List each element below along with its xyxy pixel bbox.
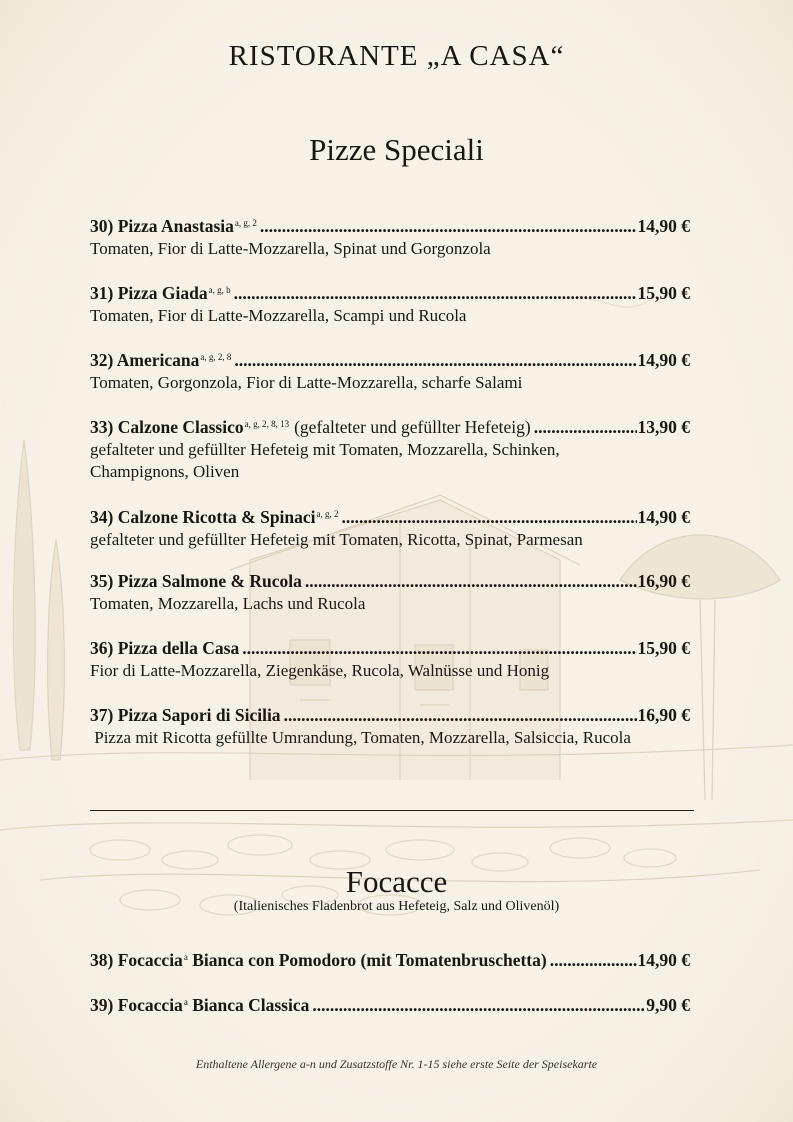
item-name: 34) Calzone Ricotta & Spinaci$^{a, g, 2}$ xyxy=(90,507,339,527)
allergen-codes: a xyxy=(183,952,188,962)
dot-leader xyxy=(534,416,637,438)
item-name: 31) Pizza Giada$^{a, g, b}$ xyxy=(90,283,231,303)
allergen-codes: a, g, 2, 8 xyxy=(200,352,232,362)
item-name: 32) Americana$^{a, g, 2, 8}$ xyxy=(90,350,232,370)
item-price: 16,90 € xyxy=(637,705,690,725)
dot-leader xyxy=(305,570,637,592)
item-price: 15,90 € xyxy=(637,638,690,658)
item-name: 33) Calzone Classico$^{a, g, 2, 8, 13}$ xyxy=(90,417,290,437)
item-price: 13,90 € xyxy=(637,417,690,437)
item-name: 37) Pizza Sapori di Sicilia xyxy=(90,705,281,725)
menu-item xyxy=(90,704,690,749)
dot-leader xyxy=(550,949,637,971)
item-description: Tomaten, Gorgonzola, Fior di Latte-Mozzarella, scharfe Salami xyxy=(90,373,523,392)
dot-leader xyxy=(260,215,637,237)
item-description: Fior di Latte-Mozzarella, Ziegenkäse, Rucola, Walnüsse und Honig xyxy=(90,661,550,680)
item-description: Tomaten, Mozzarella, Lachs und Rucola xyxy=(90,594,366,613)
item-name: 30) Pizza Anastasia$^{a, g, 2}$ xyxy=(90,216,257,236)
item-description: Tomaten, Fior di Latte-Mozzarella, Spinat und Gorgonzola xyxy=(90,239,491,258)
item-name: 35) Pizza Salmone & Rucola xyxy=(90,571,302,591)
item-name: 39) Focaccia$^a$ Bianca Classica xyxy=(90,995,310,1015)
dot-leader xyxy=(234,349,636,371)
section-title-focacce: Focacce xyxy=(345,864,448,899)
menu-item xyxy=(90,637,690,682)
item-description: Tomaten, Fior di Latte-Mozzarella, Scampi und Rucola xyxy=(90,306,467,325)
menu-item xyxy=(90,503,690,551)
item-note: (gefalteter und gefüllter Hefeteig) xyxy=(294,417,531,437)
dot-leader xyxy=(234,282,637,304)
item-price: 14,90 € xyxy=(637,216,690,236)
allergen-codes: a, g, b xyxy=(208,285,231,295)
dot-leader xyxy=(242,637,636,659)
item-name: 38) Focaccia$^a$ Bianca con Pomodoro (mit Tomatenbruschetta) xyxy=(90,950,547,970)
item-price: 9,90 € xyxy=(646,995,690,1015)
item-price: 14,90 € xyxy=(637,507,690,527)
item-price: 15,90 € xyxy=(637,283,690,303)
allergen-footer-note: Enthaltene Allergene a-n und Zusatzstoffe Nr. 1-15 siehe erste Seite der Speisekarte xyxy=(195,1057,598,1071)
restaurant-title: RISTORANTE „A CASA“ xyxy=(228,40,565,72)
item-price: 16,90 € xyxy=(637,571,690,591)
menu-item xyxy=(90,346,690,394)
item-price: 14,90 € xyxy=(637,950,690,970)
menu-item xyxy=(90,946,690,971)
dot-leader xyxy=(312,994,645,1016)
menu-item xyxy=(90,413,690,483)
section-divider xyxy=(90,810,694,811)
item-price: 14,90 € xyxy=(637,350,690,370)
item-description: gefalteter und gefüllter Hefeteig mit Tomaten, Ricotta, Spinat, Parmesan xyxy=(90,530,583,549)
allergen-codes: a, g, 2, 8, 13 xyxy=(244,419,290,429)
menu-item xyxy=(90,991,690,1016)
allergen-codes: a, g, 2 xyxy=(316,509,339,519)
dot-leader xyxy=(284,704,637,726)
allergen-codes: a xyxy=(183,997,188,1007)
section-title-pizze: Pizze Speciali xyxy=(309,132,484,167)
menu-item xyxy=(90,570,690,615)
menu-item xyxy=(90,212,690,260)
item-description: gefalteter und gefüllter Hefeteig mit Tomaten, Mozzarella, Schinken, Champignons, Oliven xyxy=(90,440,560,481)
dot-leader xyxy=(342,506,637,528)
item-name: 36) Pizza della Casa xyxy=(90,638,240,658)
menu-item xyxy=(90,279,690,327)
item-description: Pizza mit Ricotta gefüllte Umrandung, Tomaten, Mozzarella, Salsiccia, Rucola xyxy=(90,728,631,747)
section-subtitle-focacce: (Italienisches Fladenbrot aus Hefeteig, Salz und Olivenöl) xyxy=(233,899,560,914)
allergen-codes: a, g, 2 xyxy=(234,218,257,228)
